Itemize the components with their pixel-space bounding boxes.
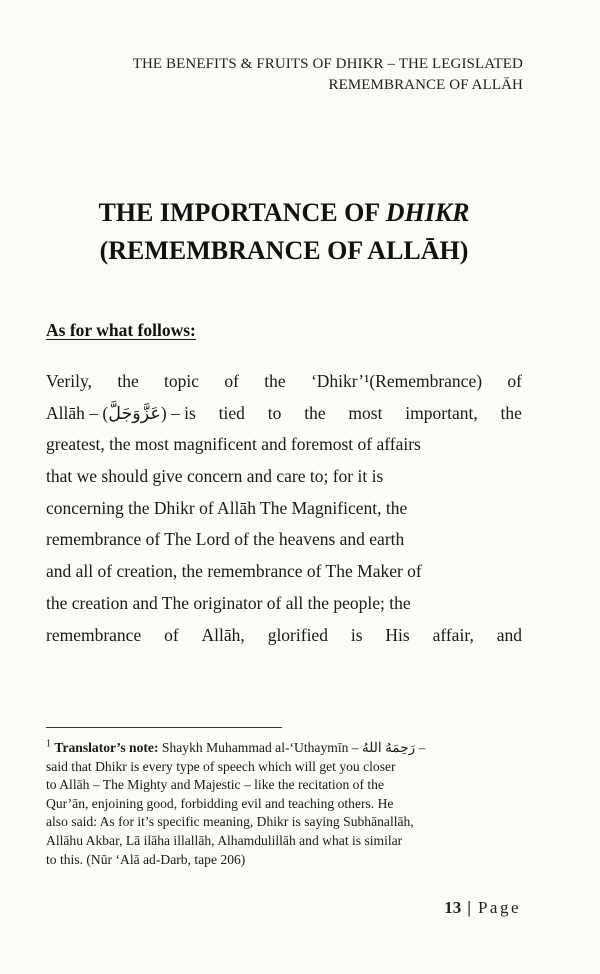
running-header-line-1: THE BENEFITS & FRUITS OF DHIKR – THE LEGISLATED — [132, 56, 523, 72]
footnote — [46, 739, 524, 869]
word: Allāh – (عَزَّوَجَلَّ) – is — [46, 402, 196, 423]
line-text: that we should give concern and care to; for it is — [46, 466, 384, 487]
footnote-line-7 — [46, 851, 524, 870]
footnote-lead — [46, 739, 425, 758]
word: glorified — [267, 624, 328, 645]
page-number-separator: | — [467, 898, 472, 917]
line-text: and all of creation, the remembrance of The Maker of — [46, 561, 422, 582]
body-paragraph — [46, 366, 522, 651]
word: the — [264, 371, 286, 391]
body-line-4 — [46, 461, 522, 493]
chapter-title-line-2: (REMEMBRANCE OF ALLĀH) — [99, 236, 469, 265]
body-line-6 — [46, 524, 522, 556]
word: Verily, — [46, 371, 93, 391]
body-line-3 — [46, 429, 522, 461]
footnote-line-6 — [46, 832, 524, 851]
body-line-5 — [46, 493, 522, 525]
word: tied — [218, 402, 245, 423]
word: is — [350, 624, 363, 645]
chapter-title — [0, 194, 568, 270]
footnote-divider — [46, 727, 282, 728]
line-text: the creation and The originator of all the people; the — [46, 592, 411, 613]
word: of — [507, 371, 522, 391]
word: important, — [405, 402, 478, 423]
chapter-title-italic: DHIKR — [385, 198, 470, 227]
page-number-label: Page — [477, 898, 521, 917]
footnote-marker: 1 — [46, 738, 51, 750]
footnote-line-2 — [46, 758, 524, 777]
body-line-8 — [46, 588, 522, 620]
footnote-line-1 — [46, 739, 524, 758]
line-text: greatest, the most magnificent and foremost of affairs — [46, 434, 421, 455]
running-header-line-2: REMEMBRANCE OF ALLĀH — [328, 77, 523, 93]
footnote-text: to this. (Nūr ‘Alā ad-Darb, tape 206) — [46, 851, 246, 867]
body-line-7 — [46, 556, 522, 588]
word: of — [224, 371, 239, 391]
word: the — [500, 402, 522, 423]
word: topic — [164, 371, 200, 391]
word: of — [164, 624, 179, 645]
word: to — [267, 402, 282, 423]
line-text: concerning the Dhikr of Allāh The Magnificent, the — [46, 497, 408, 518]
line-text: remembrance of The Lord of the heavens and earth — [46, 529, 405, 550]
footnote-line-5 — [46, 813, 524, 832]
section-heading: As for what follows: — [46, 320, 196, 340]
footnote-text: said that Dhikr is every type of speech which will get you closer — [46, 758, 396, 774]
word: His — [385, 624, 410, 645]
word: most — [348, 402, 383, 423]
footnote-text: Allāhu Akbar, Lā ilāha illallāh, Alhamdulillāh and what is similar — [46, 832, 403, 848]
word: remembrance — [46, 624, 142, 645]
footnote-text: also said: As for it’s specific meaning, Dhikr is saying Subhānallāh, — [46, 814, 414, 830]
body-line-1 — [46, 366, 522, 398]
page-number — [444, 898, 521, 918]
body-line-2 — [46, 398, 522, 430]
word: the — [117, 371, 139, 391]
footnote-text: to Allāh – The Mighty and Majestic – like the recitation of the — [46, 777, 385, 793]
chapter-title-prefix: THE IMPORTANCE OF — [98, 198, 386, 227]
word: the — [304, 402, 326, 423]
running-header — [23, 54, 523, 96]
word: ‘Dhikr’¹(Remembrance) — [310, 371, 483, 391]
word: affair, — [432, 624, 474, 645]
footnote-line-3 — [46, 776, 524, 795]
page-number-value: 13 — [444, 898, 462, 917]
footnote-label: Translator’s note: — [54, 740, 159, 755]
chapter-title-line-1 — [0, 194, 568, 232]
footnote-line-4 — [46, 795, 524, 814]
word: and — [496, 624, 522, 645]
body-line-9 — [46, 620, 522, 652]
word: Allāh, — [201, 624, 245, 645]
footnote-text: Qur’ān, enjoining good, forbidding evil and teaching others. He — [46, 795, 394, 811]
footnote-text: Shaykh Muhammad al-‘Uthaymīn – رَحِمَهُ اللهُ – — [161, 740, 426, 755]
